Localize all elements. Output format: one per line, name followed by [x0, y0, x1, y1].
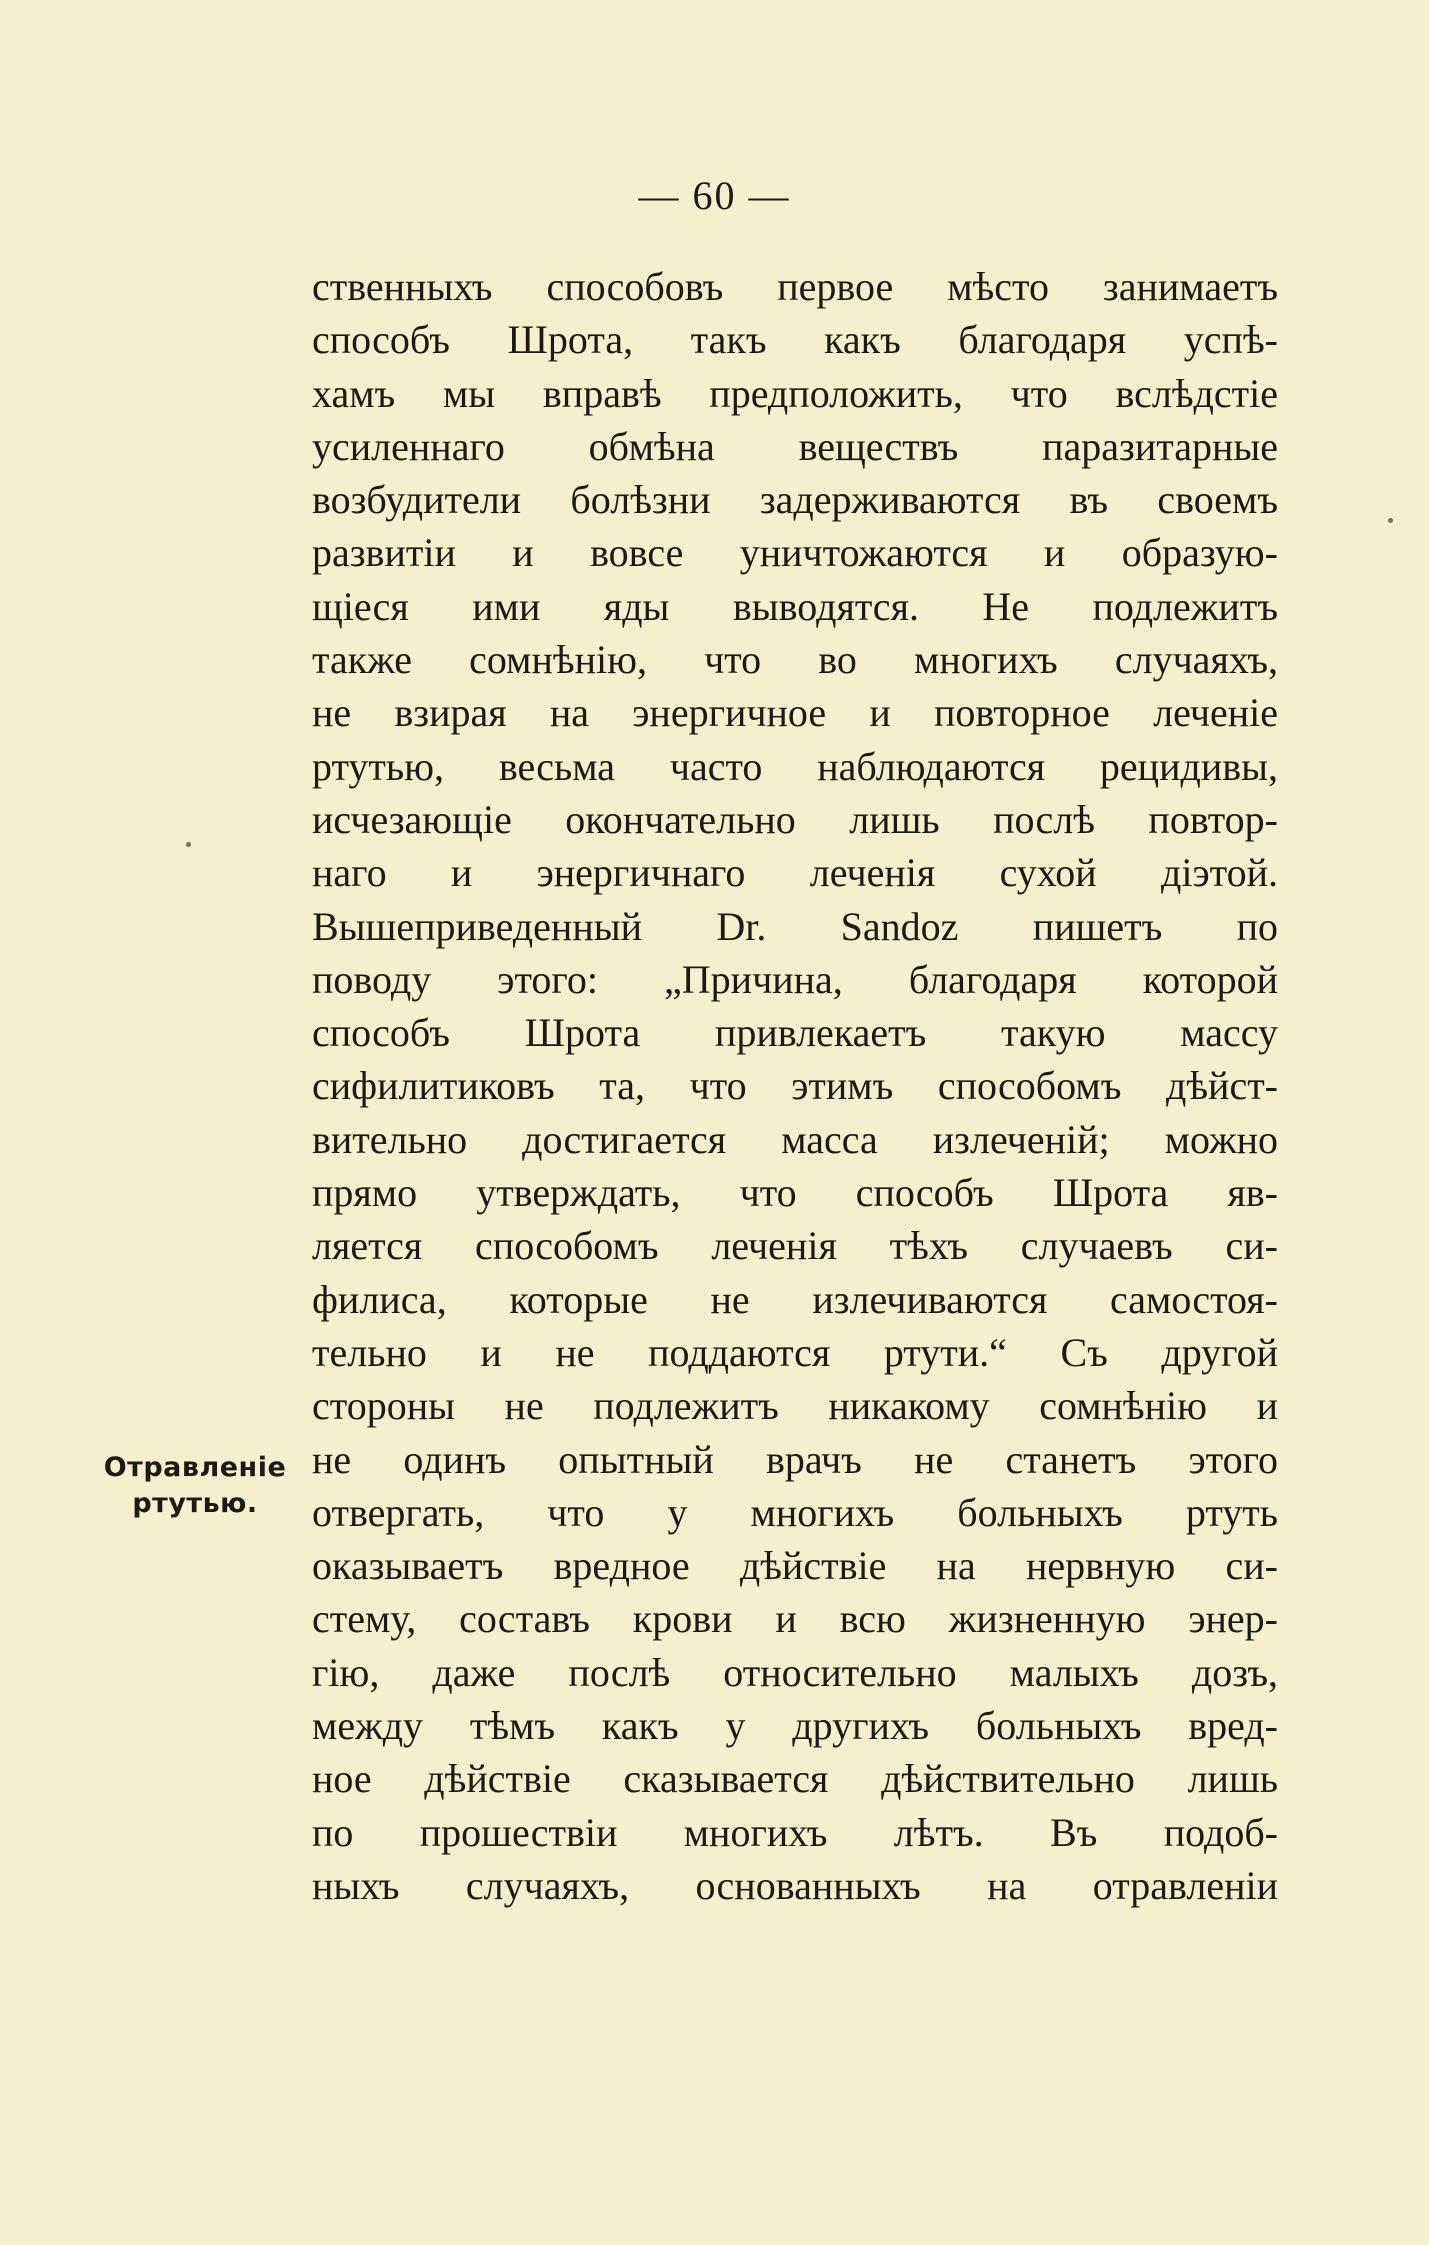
text-line: Вышеприведенный Dr. Sandoz пишетъ по	[312, 903, 1278, 949]
margin-note-line: Отравленіе	[103, 1452, 287, 1483]
text-line: между тѣмъ какъ у другихъ больныхъ вред-	[312, 1703, 1278, 1749]
text-line: филиса, которые не излечиваются самостоя-	[312, 1276, 1278, 1322]
ink-speck	[1388, 518, 1393, 523]
text-line: исчезающіе окончательно лишь послѣ повтор-	[312, 796, 1278, 842]
text-line: гію, даже послѣ относительно малыхъ дозъ,	[312, 1649, 1278, 1695]
text-line: поводу этого: „Причина, благодаря которой	[312, 956, 1278, 1002]
text-line: ртутью, весьма часто наблюдаются рецидивы,	[312, 743, 1278, 789]
text-line: прямо утверждать, что способъ Шрота яв-	[312, 1170, 1278, 1216]
text-line: стороны не подлежитъ никакому сомнѣнію и	[312, 1383, 1278, 1429]
text-line: оказываетъ вредное дѣйствіе на нервную си-	[312, 1543, 1278, 1589]
text-line: ляется способомъ леченія тѣхъ случаевъ си-	[312, 1223, 1278, 1269]
text-line: наго и энергичнаго леченія сухой діэтой.	[312, 850, 1278, 896]
margin-note-mercury-poisoning	[100, 1450, 290, 1522]
text-line: усиленнаго обмѣна веществъ паразитарные	[312, 423, 1278, 469]
text-line: щіеся ими яды выводятся. Не подлежитъ	[312, 583, 1278, 629]
margin-note-line: ртутью.	[132, 1488, 258, 1519]
body-text	[312, 260, 1278, 1912]
text-line: вительно достигается масса излеченій; можно	[312, 1116, 1278, 1162]
text-line: сифилитиковъ та, что этимъ способомъ дѣйст-	[312, 1063, 1278, 1109]
text-line: ныхъ случаяхъ, основанныхъ на отравленіи	[312, 1862, 1278, 1908]
text-line: тельно и не поддаются ртути.“ Съ другой	[312, 1329, 1278, 1375]
text-line: хамъ мы вправѣ предположить, что вслѣдстіе	[312, 370, 1278, 416]
text-line: возбудители болѣзни задерживаются въ своемъ	[312, 477, 1278, 523]
text-line: не взирая на энергичное и повторное леченіе	[312, 690, 1278, 736]
text-line: развитіи и вовсе уничтожаются и образую-	[312, 530, 1278, 576]
text-line: ственныхъ способовъ первое мѣсто занимаетъ	[312, 264, 1278, 309]
text-line: способъ Шрота привлекаетъ такую массу	[312, 1010, 1278, 1056]
text-line: стему, составъ крови и всю жизненную энер-	[312, 1596, 1278, 1642]
show-through-marks	[150, 380, 270, 560]
text-line: отвергать, что у многихъ больныхъ ртуть	[312, 1489, 1278, 1535]
text-line: также сомнѣнію, что во многихъ случаяхъ,	[312, 637, 1278, 683]
ink-speck	[186, 842, 191, 847]
text-line: способъ Шрота, такъ какъ благодаря успѣ-	[312, 317, 1278, 363]
text-line: не одинъ опытный врачъ не станетъ этого	[312, 1436, 1278, 1482]
text-line: ное дѣйствіе сказывается дѣйствительно лишь	[312, 1756, 1278, 1802]
page-number: — 60 —	[638, 173, 791, 218]
text-line: по прошествіи многихъ лѣтъ. Въ подоб-	[312, 1809, 1278, 1855]
